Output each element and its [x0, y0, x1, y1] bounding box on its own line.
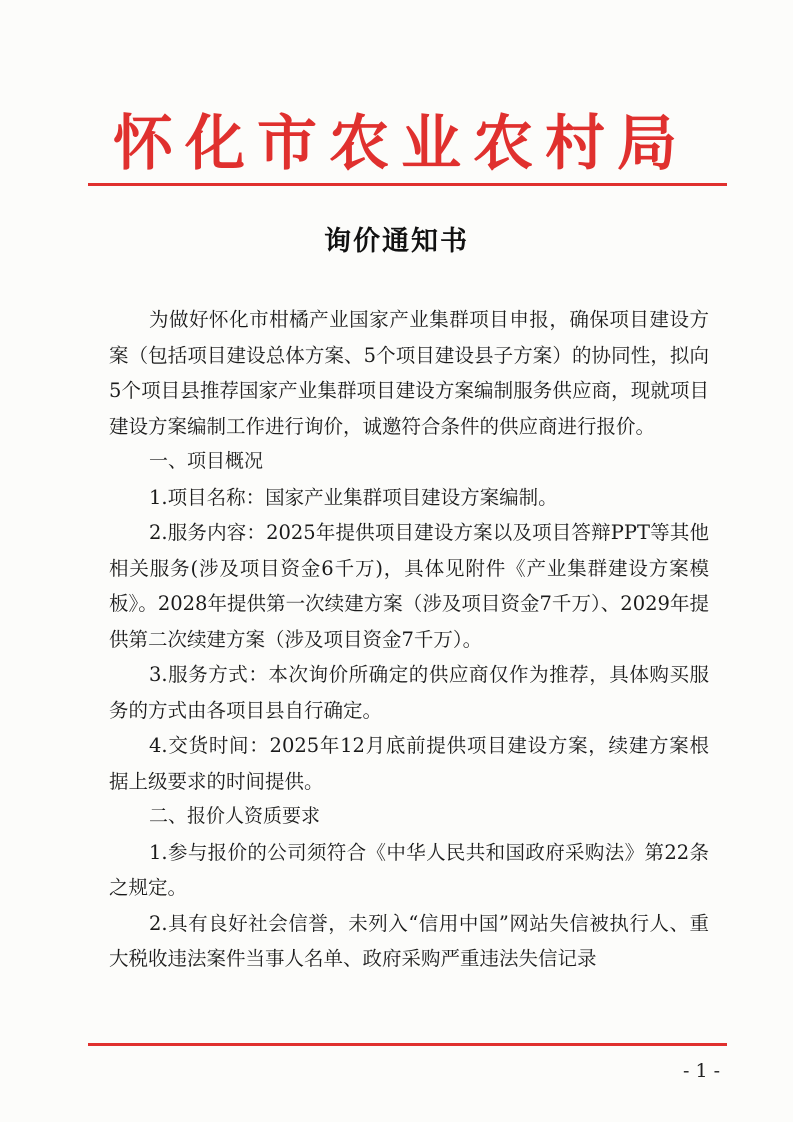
section-heading-overview: 一、项目概况: [149, 450, 264, 472]
item-service-content: 2.服务内容：2025年提供项目建设方案以及项目答辩PPT等其他相关服务(涉及项目资金6千万)，具体见附件《产业集群建设方案模板》。2028年提供第一次续建方案（涉及项目资金7千万）、2029年提供第二次续建方案（涉及项目资金7千万）。: [109, 521, 709, 651]
item-project-name: 1.项目名称：国家产业集群项目建设方案编制。: [149, 485, 558, 509]
item-qualification-credit: 2.具有良好社会信誉，未列入“信用中国”网站失信被执行人、重大税收违法案件当事人名单、政府采购严重违法失信记录: [109, 911, 709, 970]
item-delivery-time: 4.交货时间：2025年12月底前提供项目建设方案，续建方案根据上级要求的时间提供。: [109, 734, 709, 793]
footer-red-rule: [88, 1043, 727, 1046]
document-title: 询价通知书: [324, 226, 469, 257]
header-red-rule: [88, 183, 727, 186]
document-body: [109, 302, 709, 977]
intro-paragraph: 为做好怀化市柑橘产业国家产业集群项目申报，确保项目建设方案（包括项目建设总体方案、5个项目建设县子方案）的协同性，拟向5个项目县推荐国家产业集群项目建设方案编制服务供应商，现就项目建设方案编制工作进行询价，诚邀符合条件的供应商进行报价。: [109, 308, 709, 438]
masthead-title: 怀化市农业农村局: [113, 109, 689, 179]
page-number: - 1 -: [682, 1060, 720, 1082]
section-heading-qualifications: 二、报价人资质要求: [149, 805, 321, 827]
item-service-method: 3.服务方式：本次询价所确定的供应商仅作为推荐，具体购买服务的方式由各项目县自行确定。: [109, 663, 709, 722]
item-qualification-law: 1.参与报价的公司须符合《中华人民共和国政府采购法》第22条之规定。: [109, 840, 709, 899]
